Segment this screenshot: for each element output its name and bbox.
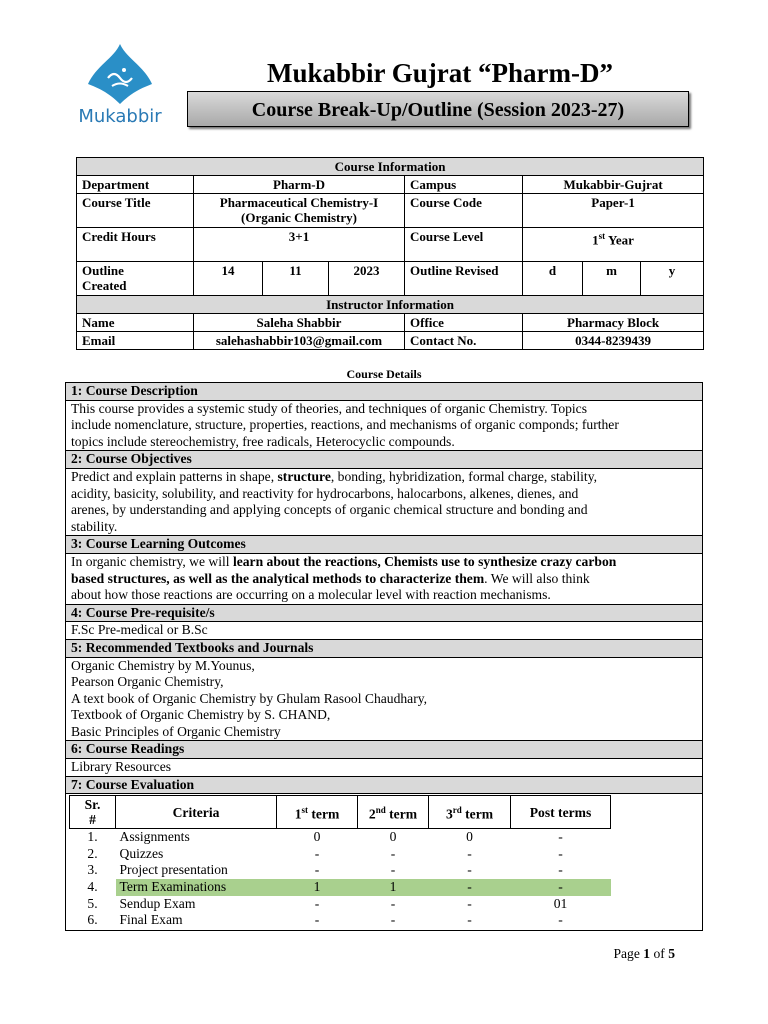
term2-column-header <box>358 796 429 829</box>
revised-day: d <box>523 262 583 296</box>
term3-cell: - <box>467 912 472 928</box>
outline-revised-label: Outline Revised <box>405 262 523 296</box>
outcomes-bold: learn about the reactions, Chemists use to synthesize crazy carbon <box>232 553 617 569</box>
page-prefix: Page <box>613 946 644 961</box>
description-line: This course provides a systemic study of theories, and techniques of organic Chemistry. Topics <box>71 400 588 416</box>
department-value: Pharm-D <box>194 176 405 194</box>
criteria-cell: Final Exam <box>119 912 183 928</box>
revised-month: m <box>583 262 641 296</box>
instructor-information-heading: Instructor Information <box>77 296 704 314</box>
outline-created-label <box>77 262 194 296</box>
textbooks-body <box>66 657 703 741</box>
term2-number: 2 <box>368 806 376 822</box>
objectives-text: , bonding, hybridization, formal charge, stability, <box>330 468 598 484</box>
course-title-label: Course Title <box>77 194 194 228</box>
course-level-suffix: st <box>598 231 606 241</box>
objectives-line: arenes, by understanding and applying concepts of organic chemical structure and bonding and <box>71 502 588 518</box>
objectives-body <box>66 468 703 535</box>
objectives-heading: 2: Course Objectives <box>66 451 703 469</box>
credit-hours-label: Credit Hours <box>77 228 194 262</box>
created-year: 2023 <box>329 262 405 296</box>
revised-year: y <box>641 262 704 296</box>
objectives-text: Predict and explain patterns in shape, <box>71 468 278 484</box>
outline-created-label-line2: Created <box>82 278 127 293</box>
mukabbir-logo <box>72 42 168 128</box>
post-terms-cell: - <box>558 829 563 845</box>
instructor-name: Saleha Shabbir <box>194 314 405 332</box>
criteria-cell: Sendup Exam <box>119 895 196 911</box>
term3-cell: - <box>467 845 472 861</box>
page-number <box>613 946 675 962</box>
post-terms-cell: - <box>558 845 563 861</box>
post-terms-cell: - <box>511 879 611 896</box>
prerequisites-body: F.Sc Pre-medical or B.Sc <box>66 622 703 640</box>
outcomes-text: In organic chemistry, we will <box>71 553 233 569</box>
textbook-item: Pearson Organic Chemistry, <box>71 674 224 690</box>
evaluation-body <box>66 794 703 931</box>
term3-number: 3 <box>445 806 453 822</box>
criteria-cell: Term Examinations <box>116 879 277 896</box>
term1-cell: - <box>314 845 320 861</box>
outcomes-line: about how those reactions are occurring on a molecular level with reaction mechanisms. <box>71 587 551 603</box>
textbooks-heading: 5: Recommended Textbooks and Journals <box>66 639 703 657</box>
description-line: include nomenclature, structure, properties, reactions, and mechanisms of organic componds; further <box>71 417 619 433</box>
term1-word: term <box>307 806 340 822</box>
post-terms-cell: 01 <box>553 895 568 911</box>
logo-text: Mukabbir <box>78 106 162 127</box>
prerequisites-heading: 4: Course Pre-requisite/s <box>66 604 703 622</box>
sr-cell: 4. <box>87 879 98 895</box>
textbook-item: Basic Principles of Organic Chemistry <box>71 723 281 739</box>
outline-created-label-line1: Outline <box>82 263 124 278</box>
post-terms-cell: - <box>558 862 563 878</box>
post-terms-column-header: Post terms <box>511 796 611 829</box>
criteria-column-header: Criteria <box>116 796 277 829</box>
sr-cell: 3. <box>87 862 98 878</box>
evaluation-heading: 7: Course Evaluation <box>66 776 703 794</box>
course-code-label: Course Code <box>405 194 523 228</box>
credit-hours-value: 3+1 <box>194 228 405 262</box>
textbook-item: Organic Chemistry by M.Younus, <box>71 657 255 673</box>
objectives-line: stability. <box>71 518 118 534</box>
campus-label: Campus <box>405 176 523 194</box>
term3-column-header <box>429 796 511 829</box>
sr-header-line1: Sr. <box>84 797 101 813</box>
term3-cell: - <box>467 862 472 878</box>
evaluation-row <box>70 846 611 863</box>
sr-cell: 1. <box>87 829 98 845</box>
term2-cell: - <box>390 895 396 911</box>
term2-word: term <box>385 806 418 822</box>
criteria-cell: Quizzes <box>119 845 164 861</box>
campus-value: Mukabbir-Gujrat <box>523 176 704 194</box>
contact-label: Contact No. <box>405 332 523 350</box>
page-of: of <box>650 946 669 961</box>
name-label: Name <box>77 314 194 332</box>
course-level-number: 1 <box>592 232 599 248</box>
term1-cell: - <box>314 862 320 878</box>
course-information-table <box>76 157 704 350</box>
term3-suffix: rd <box>452 804 462 815</box>
page-total: 5 <box>668 946 675 961</box>
term3-word: term <box>461 806 494 822</box>
email-label: Email <box>77 332 194 350</box>
term1-cell: 1 <box>277 879 358 896</box>
evaluation-row <box>70 829 611 846</box>
term3-cell: - <box>429 879 511 896</box>
course-level-value <box>523 228 704 262</box>
document-title: Mukabbir Gujrat “Pharm-D” <box>266 58 613 88</box>
term2-cell: - <box>390 862 396 878</box>
sr-column-header <box>70 796 116 829</box>
term1-cell: - <box>314 895 320 911</box>
sr-cell: 2. <box>87 845 98 861</box>
sr-cell: 5. <box>87 895 98 911</box>
course-level-label: Course Level <box>405 228 523 262</box>
textbook-item: A text book of Organic Chemistry by Ghulam Rasool Chaudhary, <box>71 690 428 706</box>
objectives-bold: structure <box>277 468 331 484</box>
term2-cell: 0 <box>389 829 397 845</box>
term2-cell: - <box>390 912 396 928</box>
contact-value: 0344-8239439 <box>523 332 704 350</box>
logo-emblem-icon <box>72 42 168 128</box>
office-label: Office <box>405 314 523 332</box>
evaluation-row <box>70 879 611 896</box>
post-terms-cell: - <box>558 912 563 928</box>
term2-cell: 1 <box>358 879 429 896</box>
textbook-item: Textbook of Organic Chemistry by S. CHAND, <box>71 707 331 723</box>
course-title-value <box>194 194 405 228</box>
course-title-line2: (Organic Chemistry) <box>241 210 357 225</box>
outcomes-text: . We will also think <box>484 570 590 586</box>
course-details-caption: Course Details <box>346 367 422 381</box>
outcomes-line <box>71 571 697 588</box>
term2-suffix: nd <box>375 804 386 815</box>
term1-cell: 0 <box>313 829 321 845</box>
objectives-line: acidity, basicity, solubility, and reactivity for hydrocarbons, halocarbons, alkenes, dienes, and <box>71 485 579 501</box>
office-value: Pharmacy Block <box>523 314 704 332</box>
description-line: topics include stereochemistry, free radicals, Heterocyclic compounds. <box>71 433 455 449</box>
course-details-table <box>65 382 703 931</box>
evaluation-row <box>70 896 611 913</box>
department-label: Department <box>77 176 194 194</box>
criteria-cell: Assignments <box>119 829 190 845</box>
sr-header-line2: # <box>89 812 96 828</box>
readings-body: Library Resources <box>66 759 703 777</box>
created-month: 11 <box>263 262 329 296</box>
course-title-line1: Pharmaceutical Chemistry-I <box>219 195 379 210</box>
email-value[interactable]: salehashabbir103@gmail.com <box>194 332 405 350</box>
term3-cell: - <box>467 895 472 911</box>
description-heading: 1: Course Description <box>66 383 703 401</box>
outcomes-line <box>71 554 697 571</box>
learning-outcomes-body <box>66 553 703 604</box>
term1-suffix: st <box>301 804 308 815</box>
term3-cell: 0 <box>466 829 473 845</box>
course-level-word: Year <box>605 232 634 248</box>
term2-cell: - <box>390 845 396 861</box>
created-day: 14 <box>194 262 263 296</box>
description-body <box>66 400 703 451</box>
term1-column-header <box>277 796 358 829</box>
course-information-heading: Course Information <box>77 158 704 176</box>
evaluation-row <box>70 862 611 879</box>
readings-heading: 6: Course Readings <box>66 741 703 759</box>
learning-outcomes-heading: 3: Course Learning Outcomes <box>66 536 703 554</box>
sr-cell: 6. <box>87 912 98 928</box>
course-code-value: Paper-1 <box>523 194 704 228</box>
evaluation-row <box>70 912 611 929</box>
page-current: 1 <box>643 946 651 961</box>
objectives-line <box>71 469 697 486</box>
criteria-cell: Project presentation <box>119 862 228 878</box>
term1-cell: - <box>314 912 320 928</box>
term1-number: 1 <box>294 806 302 822</box>
outline-banner: Course Break-Up/Outline (Session 2023-27) <box>187 91 689 127</box>
outcomes-bold: based structures, as well as the analytical methods to characterize them <box>71 570 485 586</box>
evaluation-table <box>69 795 611 929</box>
